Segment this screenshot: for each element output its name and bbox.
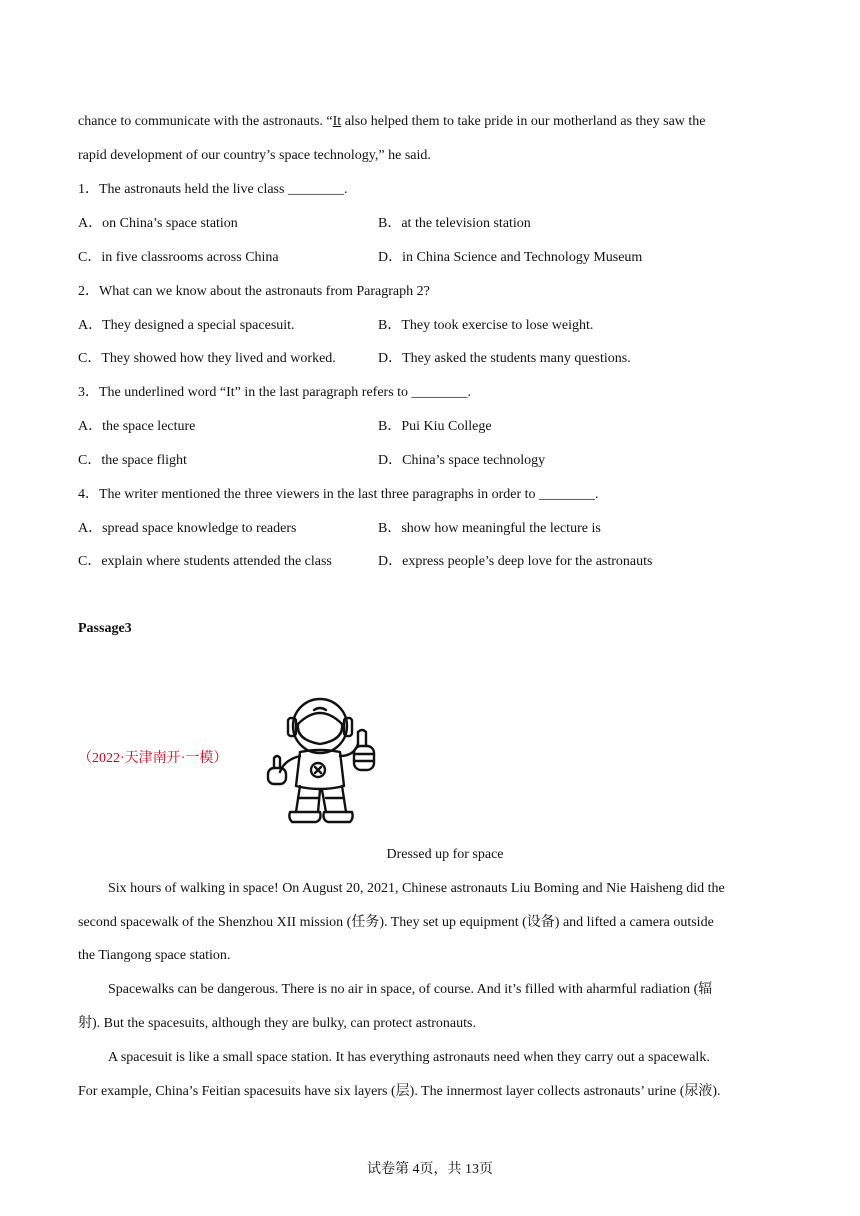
- question-4-option-d: D．express people’s deep love for the astronauts: [378, 554, 653, 569]
- passage2-line-1-part-b: also helped them to take pride in our motherland as they saw the: [341, 114, 706, 129]
- question-4-option-c: C．explain where students attended the class: [78, 554, 332, 569]
- passage3-line-1: Six hours of walking in space! On August 20, 2021, Chinese astronauts Liu Boming and Nie Haisheng did the: [108, 881, 725, 896]
- question-1-option-c: C．in five classrooms across China: [78, 250, 279, 265]
- passage3-line-5: 射). But the spacesuits, although they are bulky, can protect astronauts.: [78, 1016, 476, 1031]
- question-4-stem: 4．The writer mentioned the three viewers in the last three paragraphs in order to ________.: [78, 487, 599, 502]
- question-2-option-a: A．They designed a special spacesuit.: [78, 318, 295, 333]
- question-3-option-d: D．China’s space technology: [378, 453, 546, 468]
- question-3-option-a: A．the space lecture: [78, 419, 196, 434]
- passage2-line-1: [78, 113, 706, 131]
- passage3-line-7: For example, China’s Feitian spacesuits have six layers (层). The innermost layer collects astronauts’ urine (尿液).: [78, 1084, 721, 1099]
- astronaut-illustration: [262, 694, 382, 830]
- question-1-stem: 1．The astronauts held the live class ________.: [78, 182, 348, 197]
- question-2-option-b: B．They took exercise to lose weight.: [378, 318, 594, 333]
- passage2-line-1-part-a: chance to communicate with the astronauts. “: [78, 114, 333, 129]
- question-2-stem: 2．What can we know about the astronauts from Paragraph 2?: [78, 284, 430, 299]
- question-4-option-b: B．show how meaningful the lecture is: [378, 521, 601, 536]
- question-3-option-c: C．the space flight: [78, 453, 187, 468]
- question-4-option-a: A．spread space knowledge to readers: [78, 521, 297, 536]
- question-2-option-c: C．They showed how they lived and worked.: [78, 351, 336, 366]
- passage3-line-2: second spacewalk of the Shenzhou XII mission (任务). They set up equipment (设备) and lifted a camera outside: [78, 915, 714, 930]
- passage3-title: Dressed up for space: [386, 847, 504, 862]
- question-1-option-a: A．on China’s space station: [78, 216, 238, 231]
- question-1-option-b: B．at the television station: [378, 216, 531, 231]
- question-2-option-d: D．They asked the students many questions.: [378, 351, 631, 366]
- passage3-line-3: the Tiangong space station.: [78, 948, 231, 963]
- passage2-line-2: rapid development of our country’s space technology,” he said.: [78, 148, 431, 163]
- passage3-heading: Passage3: [78, 621, 132, 636]
- passage3-line-4: Spacewalks can be dangerous. There is no air in space, of course. And it’s filled with aharmful radiation (辐: [108, 982, 713, 997]
- underlined-it: It: [332, 114, 342, 129]
- page-footer: 试卷第 4页，共 13页: [367, 1162, 493, 1177]
- passage3-line-6: A spacesuit is like a small space station. It has everything astronauts need when they carry out a spacewalk.: [108, 1050, 710, 1065]
- question-3-option-b: B．Pui Kiu College: [378, 419, 492, 434]
- question-1-option-d: D．in China Science and Technology Museum: [378, 250, 643, 265]
- question-3-stem: 3．The underlined word “It” in the last paragraph refers to ________.: [78, 385, 472, 400]
- source-label: （2022·天津南开·一模）: [78, 751, 228, 766]
